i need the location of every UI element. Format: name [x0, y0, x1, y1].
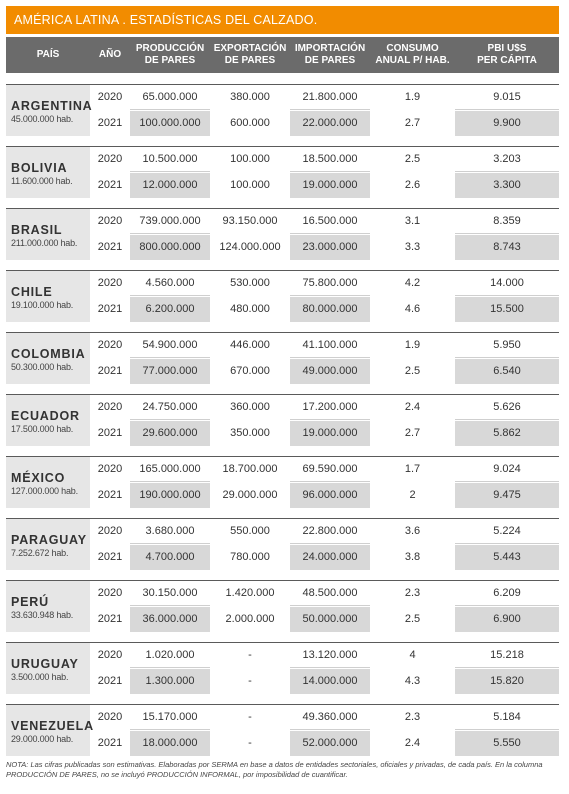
consumption-cell: 3.3	[404, 241, 421, 253]
table-row	[6, 147, 559, 172]
gdp-per-capita-cell: 15.500	[455, 297, 559, 322]
table-row	[6, 421, 559, 446]
country-block	[6, 270, 559, 322]
country-block	[6, 704, 559, 756]
production-cell: 1.020.000	[130, 643, 210, 668]
gdp-per-capita-cell: 9.475	[455, 483, 559, 508]
year-cell: 2020	[97, 525, 123, 537]
table-row	[6, 581, 559, 606]
year-cell: 2021	[97, 675, 123, 687]
gdp-per-capita-cell: 8.359	[455, 209, 559, 234]
year-cell: 2021	[97, 179, 123, 191]
consumption-cell: 3.1	[404, 215, 421, 227]
gdp-per-capita-cell: 3.300	[455, 173, 559, 198]
country-population: 127.000.000 hab.	[11, 486, 78, 496]
year-cell: 2020	[97, 153, 123, 165]
export-cell: 350.000	[230, 427, 270, 439]
header-pais: PAÍS	[36, 49, 60, 60]
consumption-cell: 3.6	[404, 525, 421, 537]
consumption-cell: 1.9	[404, 91, 421, 103]
production-cell: 54.900.000	[130, 333, 210, 358]
year-cell: 2021	[97, 303, 123, 315]
gdp-per-capita-cell: 9.015	[455, 85, 559, 110]
consumption-cell: 2.3	[404, 587, 421, 599]
production-cell: 800.000.000	[130, 235, 210, 260]
import-cell: 49.000.000	[290, 359, 370, 384]
import-cell: 13.120.000	[290, 643, 370, 668]
production-cell: 100.000.000	[130, 111, 210, 136]
production-cell: 36.000.000	[130, 607, 210, 632]
consumption-cell: 2.6	[404, 179, 421, 191]
consumption-cell: 4.2	[404, 277, 421, 289]
gdp-per-capita-cell: 6.540	[455, 359, 559, 384]
import-cell: 49.360.000	[290, 705, 370, 730]
import-cell: 21.800.000	[290, 85, 370, 110]
production-cell: 739.000.000	[130, 209, 210, 234]
import-cell: 69.590.000	[290, 457, 370, 482]
country-block	[6, 208, 559, 260]
year-cell: 2020	[97, 277, 123, 289]
import-cell: 24.000.000	[290, 545, 370, 570]
header-consumo: CONSUMO ANUAL P/ HAB.	[375, 43, 450, 66]
country-name: COLOMBIA	[11, 347, 86, 361]
import-cell: 14.000.000	[290, 669, 370, 694]
table-row	[6, 545, 559, 570]
production-cell: 3.680.000	[130, 519, 210, 544]
country-population: 50.300.000 hab.	[11, 362, 74, 372]
table-row	[6, 643, 559, 668]
import-cell: 19.000.000	[290, 173, 370, 198]
year-cell: 2020	[97, 587, 123, 599]
gdp-per-capita-cell: 5.862	[455, 421, 559, 446]
header-importacion: IMPORTACIÓN DE PARES	[294, 43, 366, 66]
country-population: 3.500.000 hab.	[11, 672, 69, 682]
consumption-cell: 2.4	[404, 737, 421, 749]
header-anio: AÑO	[98, 49, 122, 60]
gdp-per-capita-cell: 6.209	[455, 581, 559, 606]
export-cell: -	[248, 737, 252, 749]
consumption-cell: 4.3	[404, 675, 421, 687]
import-cell: 16.500.000	[290, 209, 370, 234]
gdp-per-capita-cell: 14.000	[455, 271, 559, 296]
country-name: ECUADOR	[11, 409, 80, 423]
export-cell: 670.000	[230, 365, 270, 377]
export-cell: -	[248, 711, 252, 723]
consumption-cell: 2	[409, 489, 416, 501]
table-title: AMÉRICA LATINA . ESTADÍSTICAS DEL CALZADO.	[6, 6, 559, 34]
consumption-cell: 2.7	[404, 117, 421, 129]
production-cell: 15.170.000	[130, 705, 210, 730]
gdp-per-capita-cell: 8.743	[455, 235, 559, 260]
country-block	[6, 518, 559, 570]
year-cell: 2021	[97, 117, 123, 129]
table-row	[6, 731, 559, 756]
export-cell: 360.000	[230, 401, 270, 413]
import-cell: 17.200.000	[290, 395, 370, 420]
production-cell: 10.500.000	[130, 147, 210, 172]
export-cell: 780.000	[230, 551, 270, 563]
year-cell: 2020	[97, 401, 123, 413]
production-cell: 24.750.000	[130, 395, 210, 420]
country-population: 33.630.948 hab.	[11, 610, 74, 620]
gdp-per-capita-cell: 6.900	[455, 607, 559, 632]
import-cell: 48.500.000	[290, 581, 370, 606]
country-block	[6, 580, 559, 632]
export-cell: -	[248, 649, 252, 661]
production-cell: 4.700.000	[130, 545, 210, 570]
table-row	[6, 705, 559, 730]
table-row	[6, 669, 559, 694]
year-cell: 2020	[97, 91, 123, 103]
table-row	[6, 111, 559, 136]
country-name: CHILE	[11, 285, 53, 299]
country-name: PARAGUAY	[11, 533, 87, 547]
country-population: 17.500.000 hab.	[11, 424, 74, 434]
import-cell: 22.000.000	[290, 111, 370, 136]
production-cell: 77.000.000	[130, 359, 210, 384]
export-cell: 480.000	[230, 303, 270, 315]
country-name: ARGENTINA	[11, 99, 93, 113]
table-row	[6, 395, 559, 420]
table-row	[6, 297, 559, 322]
gdp-per-capita-cell: 5.950	[455, 333, 559, 358]
table-row	[6, 359, 559, 384]
country-block	[6, 394, 559, 446]
production-cell: 18.000.000	[130, 731, 210, 756]
country-block	[6, 146, 559, 198]
table-row	[6, 85, 559, 110]
consumption-cell: 2.5	[404, 613, 421, 625]
table-row	[6, 483, 559, 508]
consumption-cell: 1.9	[404, 339, 421, 351]
gdp-per-capita-cell: 5.224	[455, 519, 559, 544]
consumption-cell: 2.7	[404, 427, 421, 439]
year-cell: 2021	[97, 613, 123, 625]
table-row	[6, 209, 559, 234]
export-cell: 18.700.000	[222, 463, 278, 475]
header-exportacion: EXPORTACIÓN DE PARES	[213, 43, 287, 66]
consumption-cell: 2.5	[404, 153, 421, 165]
country-block	[6, 456, 559, 508]
country-name: URUGUAY	[11, 657, 79, 671]
country-name: PERÚ	[11, 595, 49, 609]
year-cell: 2021	[97, 241, 123, 253]
gdp-per-capita-cell: 15.218	[455, 643, 559, 668]
country-population: 7.252.672 hab.	[11, 548, 69, 558]
gdp-per-capita-cell: 9.024	[455, 457, 559, 482]
year-cell: 2020	[97, 339, 123, 351]
country-population: 19.100.000 hab.	[11, 300, 74, 310]
country-population: 211.000.000 hab.	[11, 238, 78, 248]
consumption-cell: 2.3	[404, 711, 421, 723]
import-cell: 22.800.000	[290, 519, 370, 544]
import-cell: 50.000.000	[290, 607, 370, 632]
footnote: NOTA: Las cifras publicadas son estimativas. Elaboradas por SERMA en base a datos de entidades sectoriales, oficiales y privadas, de cada país. En la columna PRODUCCIÓN DE PARES, no se incluyó PRODUCCIÓN INFORMAL, por imposibilidad de cuantificar.	[6, 760, 543, 779]
consumption-cell: 1.7	[404, 463, 421, 475]
gdp-per-capita-cell: 5.184	[455, 705, 559, 730]
table-row	[6, 235, 559, 260]
year-cell: 2020	[97, 711, 123, 723]
consumption-cell: 2.4	[404, 401, 421, 413]
year-cell: 2021	[97, 737, 123, 749]
import-cell: 80.000.000	[290, 297, 370, 322]
table-row	[6, 333, 559, 358]
table-row	[6, 173, 559, 198]
import-cell: 52.000.000	[290, 731, 370, 756]
gdp-per-capita-cell: 3.203	[455, 147, 559, 172]
consumption-cell: 4.6	[404, 303, 421, 315]
country-name: BRASIL	[11, 223, 63, 237]
gdp-per-capita-cell: 5.443	[455, 545, 559, 570]
export-cell: 1.420.000	[225, 587, 275, 599]
gdp-per-capita-cell: 5.626	[455, 395, 559, 420]
export-cell: 380.000	[230, 91, 270, 103]
import-cell: 18.500.000	[290, 147, 370, 172]
export-cell: 2.000.000	[225, 613, 275, 625]
country-population: 45.000.000 hab.	[11, 114, 74, 124]
gdp-per-capita-cell: 5.550	[455, 731, 559, 756]
country-population: 29.000.000 hab.	[11, 734, 74, 744]
export-cell: 100.000	[230, 153, 270, 165]
production-cell: 4.560.000	[130, 271, 210, 296]
export-cell: 550.000	[230, 525, 270, 537]
year-cell: 2020	[97, 649, 123, 661]
consumption-cell: 3.8	[404, 551, 421, 563]
export-cell: 600.000	[230, 117, 270, 129]
import-cell: 96.000.000	[290, 483, 370, 508]
year-cell: 2021	[97, 551, 123, 563]
table-row	[6, 519, 559, 544]
production-cell: 12.000.000	[130, 173, 210, 198]
country-name: VENEZUELA	[11, 719, 94, 733]
year-cell: 2021	[97, 489, 123, 501]
production-cell: 6.200.000	[130, 297, 210, 322]
country-name: MÉXICO	[11, 471, 66, 485]
year-cell: 2021	[97, 427, 123, 439]
gdp-per-capita-cell: 9.900	[455, 111, 559, 136]
country-block	[6, 642, 559, 694]
export-cell: 100.000	[230, 179, 270, 191]
consumption-cell: 2.5	[404, 365, 421, 377]
year-cell: 2021	[97, 365, 123, 377]
gdp-per-capita-cell: 15.820	[455, 669, 559, 694]
table-header	[6, 37, 559, 73]
country-population: 11.600.000 hab.	[11, 176, 73, 186]
import-cell: 23.000.000	[290, 235, 370, 260]
production-cell: 65.000.000	[130, 85, 210, 110]
import-cell: 75.800.000	[290, 271, 370, 296]
production-cell: 29.600.000	[130, 421, 210, 446]
production-cell: 30.150.000	[130, 581, 210, 606]
production-cell: 1.300.000	[130, 669, 210, 694]
import-cell: 41.100.000	[290, 333, 370, 358]
header-produccion: PRODUCCIÓN DE PARES	[135, 43, 205, 66]
export-cell: 29.000.000	[222, 489, 278, 501]
export-cell: 93.150.000	[222, 215, 278, 227]
production-cell: 165.000.000	[130, 457, 210, 482]
table-row	[6, 457, 559, 482]
import-cell: 19.000.000	[290, 421, 370, 446]
header-pbi: PBI U$S PER CÁPITA	[477, 43, 537, 66]
table-row	[6, 607, 559, 632]
table-row	[6, 271, 559, 296]
consumption-cell: 4	[409, 649, 416, 661]
export-cell: 530.000	[230, 277, 270, 289]
country-block	[6, 332, 559, 384]
year-cell: 2020	[97, 463, 123, 475]
export-cell: 446.000	[230, 339, 270, 351]
export-cell: 124.000.000	[219, 241, 281, 253]
country-name: BOLIVIA	[11, 161, 68, 175]
year-cell: 2020	[97, 215, 123, 227]
country-block	[6, 84, 559, 136]
production-cell: 190.000.000	[130, 483, 210, 508]
export-cell: -	[248, 675, 252, 687]
